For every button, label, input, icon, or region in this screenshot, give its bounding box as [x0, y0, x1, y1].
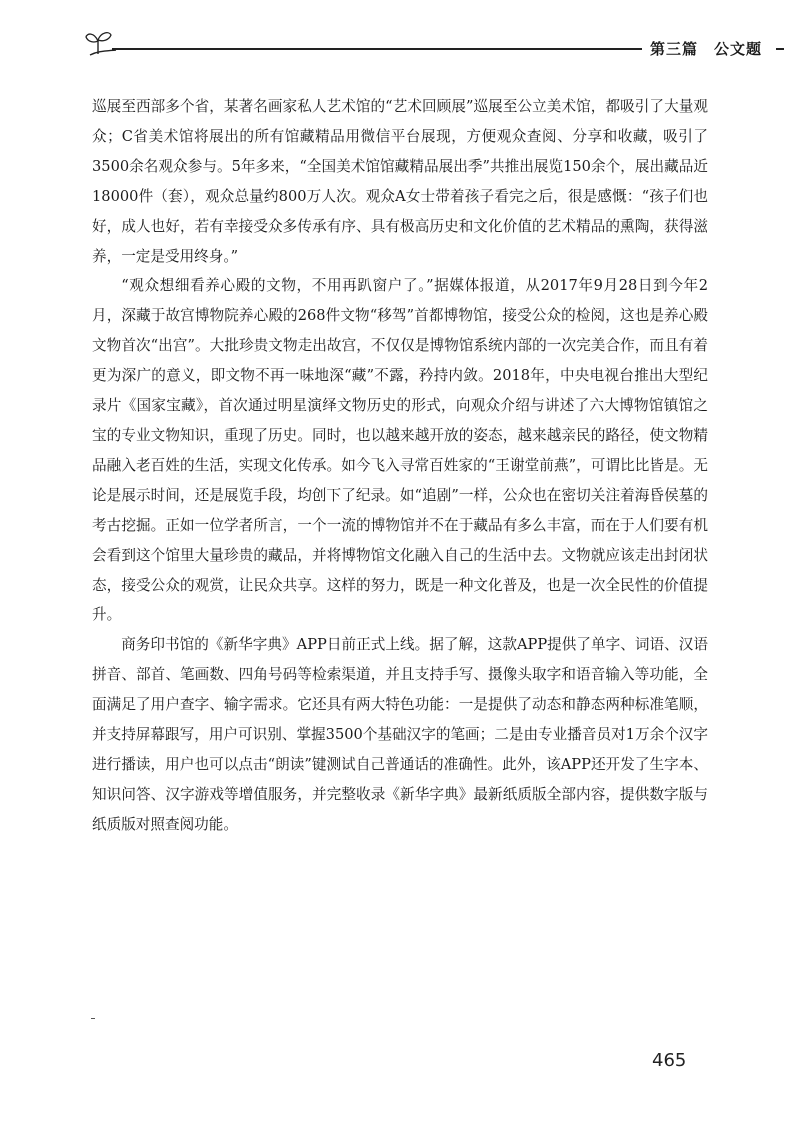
paragraph-3: 商务印书馆的《新华字典》APP日前正式上线。据了解，这款APP提供了单字、词语、汉语拼音、部首、笔画数、四角号码等检索渠道，并且支持手写、摄像头取字和语音输入等功能，全面满足了用户查字、输字需求。它还具有两大特色功能：一是提供了动态和静态两种标准笔顺，并支持屏幕跟写，用户可识别、掌握3500个基础汉字的笔画；二是由专业播音员对1万余个汉字进行播读，用户也可以点击“朗读”键测试自己普通话的准确性。此外，该APP还开发了生字本、知识问答、汉字游戏等增值服务，并完整收录《新华字典》最新纸质版全部内容，提供数字版与纸质版对照查阅功能。: [92, 636, 708, 833]
body-text: [92, 92, 708, 840]
paragraph-2: “观众想细看养心殿的文物，不用再趴窗户了。”据媒体报道，从2017年9月28日到今年2月，深藏于故宫博物院养心殿的268件文物“移驾”首都博物馆，接受公众的检阅，这也是养心殿文物首次“出宫”。大批珍贵文物走出故宫，不仅仅是博物馆系统内部的一次完美合作，而且有着更为深广的意义，即文物不再一味地深“藏”不露，矜持内敛。2018年，中央电视台推出大型纪录片《国家宝藏》，首次通过明星演绎文物历史的形式，向观众介绍与讲述了六大博物馆镇馆之宝的专业文物知识，重现了历史。同时，也以越来越开放的姿态，越来越亲民的路径，使文物精品融入老百姓的生活，实现文化传承。如今飞入寻常百姓家的“王谢堂前燕”，可谓比比皆是。无论是展示时间，还是展览手段，均创下了纪录。如“追剧”一样，公众也在密切关注着海昏侯墓的考古挖掘。正如一位学者所言，一个一流的博物馆并不在于藏品有多么丰富，而在于人们要有机会看到这个馆里大量珍贵的藏品，并将博物馆文化融入自己的生活中去。文物就应该走出封闭状态，接受公众的观赏，让民众共享。这样的努力，既是一种文化普及，也是一次全民性的价值提升。: [92, 277, 708, 624]
running-head: [650, 38, 762, 59]
chapter-title: 公文题: [714, 40, 763, 58]
section-title: 第三篇: [650, 40, 699, 58]
footer-mark: [91, 1018, 95, 1019]
paragraph-1: 巡展至西部多个省，某著名画家私人艺术馆的“艺术回顾展”巡展至公立美术馆，都吸引了大量观众；C省美术馆将展出的所有馆藏精品用微信平台展现，方便观众查阅、分享和收藏，吸引了3500余名观众参与。5年多来，“全国美术馆馆藏精品展出季”共推出展览150余个，展出藏品近18000件（套），观众总量约800万人次。观众A女士带着孩子看完之后，很是感慨：“孩子们也好，成人也好，若有幸接受众多传承有序、具有极高历史和文化价值的艺术精品的熏陶，获得滋养，一定是受用终身。”: [92, 98, 708, 265]
sprout-icon: [84, 28, 118, 58]
header-rule: [112, 48, 642, 50]
page-number: 465: [652, 1050, 687, 1071]
header-rule-right: [776, 48, 784, 50]
page-header: [84, 26, 784, 66]
